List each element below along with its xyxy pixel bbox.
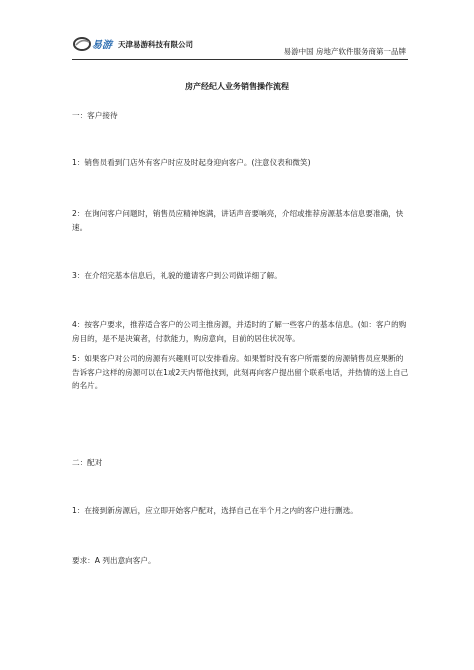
header-slogan: 易游中国 房地产软件服务商第一品牌 (283, 47, 406, 56)
paragraph-6: 1：在接到新房源后，应立即开始客户配对，选择自己在半个月之内的客户进行删选。 (72, 506, 358, 515)
requirement-line: 要求：A 列出意向客户。 (72, 556, 156, 565)
logo-text: 易游 (92, 40, 112, 51)
paragraph-5: 5：如果客户对公司的房源有兴趣则可以安排看房。如果暂时没有客户所需要的房源销售员应果断的告诉客户这样的房源可以在1或2天内帮他找到，此刻再向客户提出留个联系电话，并热情的送上自己的名片。 (72, 354, 409, 390)
paragraph-4: 4：按客户要求，推荐适合客户的公司主推房源，并适时的了解一些客户的基本信息。(如：客户的购房目的，是不是决策者，付款能力，购房意向，目前的居住状况等。 (72, 320, 407, 343)
page-header (0, 0, 474, 70)
company-name: 天津易游科技有限公司 (118, 40, 193, 49)
header-divider (72, 59, 408, 60)
section-heading-matching: 二：配对 (72, 458, 103, 467)
document-title: 房产经纪人业务销售操作流程 (185, 82, 289, 91)
section-heading-reception: 一：客户接待 (72, 111, 118, 120)
paragraph-3: 3：在介绍完基本信息后，礼貌的邀请客户到公司做详细了解。 (72, 271, 282, 280)
paragraph-2: 2：在询问客户问题时，销售员应精神饱满，讲话声音要响亮，介绍或推荐房源基本信息要准确，快速。 (72, 209, 404, 232)
company-logo-icon (72, 36, 120, 52)
paragraph-1: 1：销售员看到门店外有客户时应及时起身迎向客户。(注意仪表和微笑) (72, 158, 311, 167)
